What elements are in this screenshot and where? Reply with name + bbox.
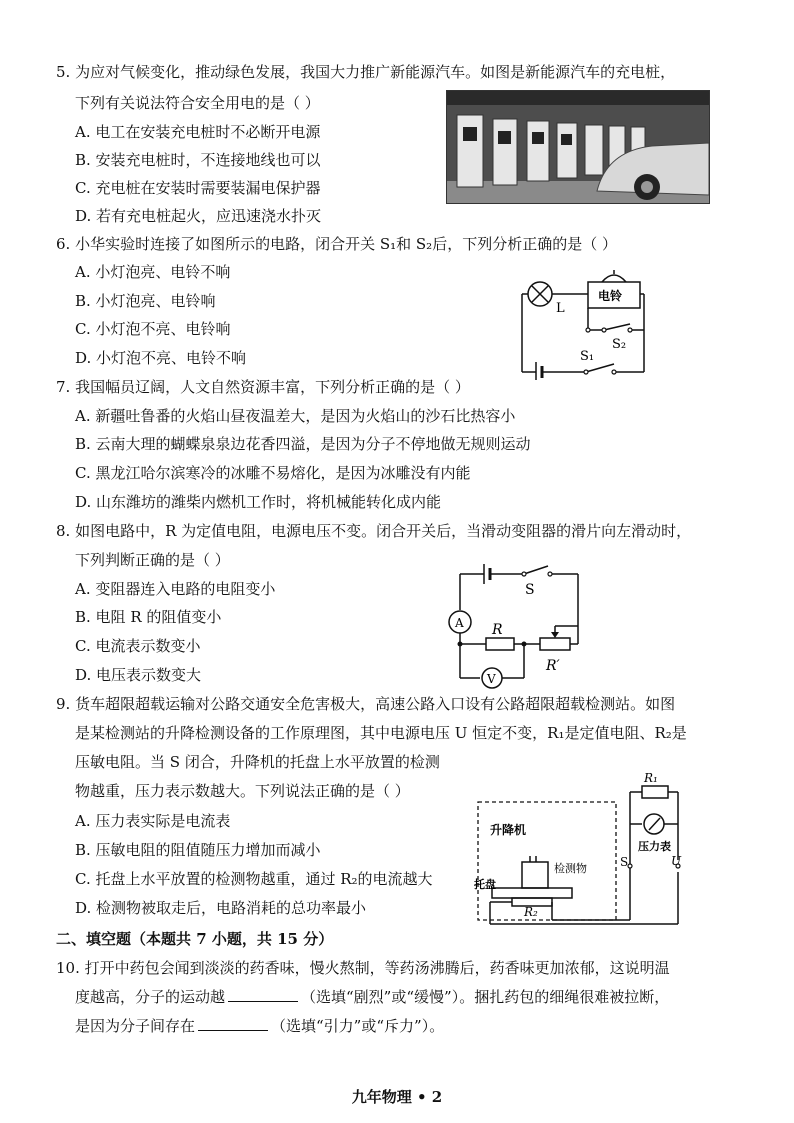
q8-option-d: D. 电压表示数变大 [75, 666, 202, 684]
q9-stem-line2: 是某检测站的升降检测设备的工作原理图，其中电源电压 U 恒定不变，R₁是定值电阻、R₂是 [75, 724, 687, 742]
q6-option-a: A. 小灯泡亮、电铃不响 [75, 263, 231, 281]
q5-option-b: B. 安装充电桩时，不连接地线也可以 [75, 151, 321, 169]
q8-stem-line2: 下列判断正确的是（ ） [75, 551, 230, 569]
q8-label-r-prime: R′ [546, 658, 560, 674]
q10-line2-text-a: 度越高，分子的运动越 [75, 988, 226, 1006]
q8-label-voltmeter: V [487, 672, 496, 686]
q9-label-switch: S [620, 855, 629, 869]
q5-stem-line2: 下列有关说法符合安全用电的是（ ） [75, 94, 320, 112]
q9-label-r2: R₂ [524, 905, 538, 919]
charging-station-image [447, 91, 709, 203]
q9-stem-line3: 压敏电阻。当 S 闭合，升降机的托盘上水平放置的检测 [75, 753, 440, 771]
q6-stem: 6. 小华实验时连接了如图所示的电路，闭合开关 S₁和 S₂后，下列分析正确的是（ ） [56, 235, 617, 253]
q5-option-a: A. 电工在安装充电桩时不必断开电源 [75, 123, 321, 141]
q9-option-d: D. 检测物被取走后，电路消耗的总功率最小 [75, 899, 367, 917]
q9-option-b: B. 压敏电阻的阻值随压力增加而减小 [75, 841, 321, 859]
q10-line3-text-a: 是因为分子间存在 [75, 1017, 196, 1035]
q8-circuit-diagram [440, 560, 600, 690]
q10-line2 [75, 987, 669, 1007]
q5-option-d: D. 若有充电桩起火，应迅速浇水扑灭 [75, 207, 322, 225]
q9-label-lift: 升降机 [490, 823, 527, 837]
q9-lift-circuit-diagram [470, 770, 692, 930]
q8-label-ammeter: A [455, 616, 464, 630]
page-footer: 九年物理 • 2 [351, 1088, 443, 1106]
q10-line3 [75, 1016, 444, 1036]
q8-label-r: R [492, 622, 503, 638]
q9-option-c: C. 托盘上水平放置的检测物越重，通过 R₂的电流越大 [75, 870, 433, 888]
q10-blank-1[interactable] [228, 987, 298, 1002]
q6-option-b: B. 小灯泡亮、电铃响 [75, 292, 216, 310]
q9-option-a: A. 压力表实际是电流表 [75, 812, 231, 830]
q10-line3-text-b: （选填“引力”或“斥力”）。 [271, 1017, 445, 1035]
q7-option-d: D. 山东潍坊的潍柴内燃机工作时，将机械能转化成内能 [75, 493, 442, 511]
q8-option-b: B. 电阻 R 的阻值变小 [75, 608, 222, 626]
q6-label-s2: S₂ [612, 337, 627, 352]
charging-station-photo [446, 90, 710, 204]
q9-label-tray: 托盘 [474, 878, 496, 891]
q8-option-c: C. 电流表示数变小 [75, 637, 201, 655]
q6-label-bell: 电铃 [598, 289, 623, 303]
q9-label-meter: 压力表 [638, 840, 671, 853]
section-2-heading: 二、填空题（本题共 7 小题，共 15 分） [56, 930, 334, 948]
q6-label-s1: S₁ [580, 349, 595, 364]
q9-label-r1: R₁ [644, 771, 658, 785]
q5-stem-line1: 5. 为应对气候变化，推动绿色发展，我国大力推广新能源汽车。如图是新能源汽车的充电桩， [56, 63, 676, 81]
q10-line2-text-b: （选填“剧烈”或“缓慢”）。捆扎药包的细绳很难被拉断， [301, 988, 670, 1006]
q7-option-c: C. 黑龙江哈尔滨寒冷的冰雕不易熔化，是因为冰雕没有内能 [75, 464, 471, 482]
q10-blank-2[interactable] [198, 1016, 268, 1031]
q7-option-b: B. 云南大理的蝴蝶泉泉边花香四溢，是因为分子不停地做无规则运动 [75, 435, 531, 453]
q9-stem-line1: 9. 货车超限超载运输对公路交通安全危害极大，高速公路入口设有公路超限超载检测站。如图 [56, 695, 676, 713]
q8-stem-line1: 8. 如图电路中，R 为定值电阻，电源电压不变。闭合开关后，当滑动变阻器的滑片向左滑动时， [56, 522, 692, 540]
q5-option-c: C. 充电桩在安装时需要装漏电保护器 [75, 179, 321, 197]
q9-label-voltage: U [671, 854, 682, 868]
q6-circuit-diagram [510, 268, 660, 380]
q7-stem: 7. 我国幅员辽阔，人文自然资源丰富，下列分析正确的是（ ） [56, 378, 470, 396]
q6-option-d: D. 小灯泡不亮、电铃不响 [75, 349, 247, 367]
q7-option-a: A. 新疆吐鲁番的火焰山昼夜温差大，是因为火焰山的沙石比热容小 [75, 407, 516, 425]
q8-label-switch: S [525, 582, 535, 598]
q10-line1: 10. 打开中药包会闻到淡淡的药香味，慢火熬制，等药汤沸腾后，药香味更加浓郁，这说明温 [56, 959, 670, 977]
q9-stem-line4: 物越重，压力表示数越大。下列说法正确的是（ ） [75, 782, 410, 800]
q9-label-object: 检测物 [554, 862, 587, 875]
q8-option-a: A. 变阻器连入电路的电阻变小 [75, 580, 276, 598]
q6-label-lamp: L [556, 301, 565, 316]
q6-option-c: C. 小灯泡不亮、电铃响 [75, 320, 231, 338]
